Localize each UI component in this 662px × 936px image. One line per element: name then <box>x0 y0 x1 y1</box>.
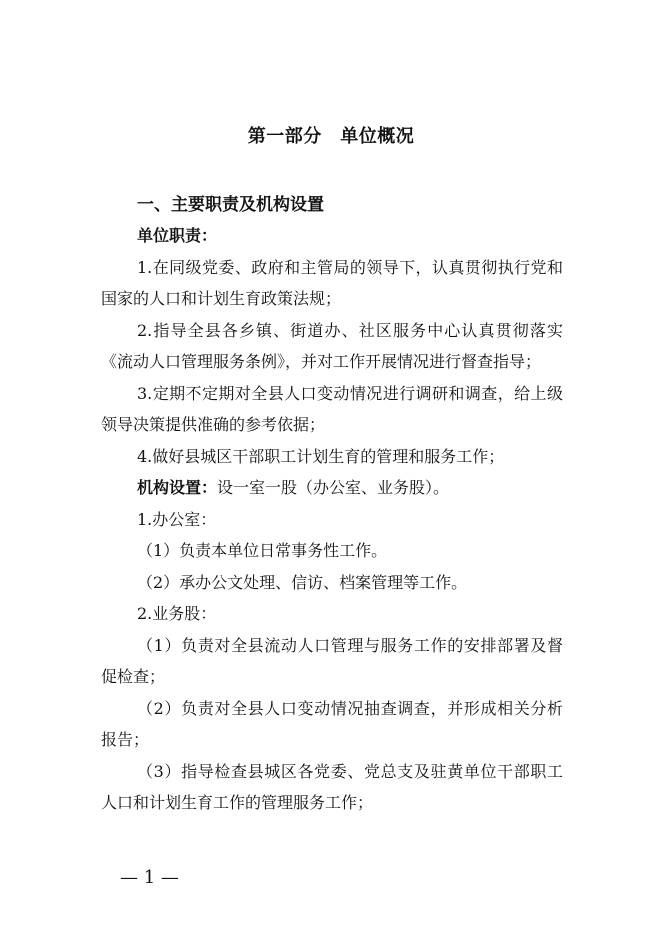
duties-label: 单位职责： <box>137 226 218 245</box>
section-heading: 一、主要职责及机构设置 <box>137 195 324 215</box>
duty-item: 3.定期不定期对全县人口变动情况进行调研和调查，给上级领导决策提供准确的参考依据； <box>101 383 563 434</box>
document-body <box>101 220 563 819</box>
duty-item: 4.做好县城区干部职工计划生育的管理和服务工作； <box>137 446 505 466</box>
office-item: （2）承办公文处理、信访、档案管理等工作。 <box>137 572 468 592</box>
page-number: — 1 — <box>120 867 179 888</box>
organization-label: 机构设置： <box>137 478 218 497</box>
business-item: （1）负责对全县流动人口管理与服务工作的安排部署及督促检查； <box>101 635 563 686</box>
duties-label-paragraph <box>101 220 563 252</box>
page-title: 第一部分 单位概况 <box>247 126 415 147</box>
office-item: （1）负责本单位日常事务性工作。 <box>137 541 388 560</box>
business-heading: 2.业务股： <box>137 604 217 623</box>
business-item: （2）负责对全县人口变动情况抽查调查，并形成相关分析报告； <box>101 698 563 749</box>
organization-paragraph <box>101 472 563 504</box>
duty-item: 2.指导全县各乡镇、街道办、社区服务中心认真贯彻落实《流动人口管理服务条例》，并对工作开展情况进行督查指导； <box>101 320 563 371</box>
duty-item: 1.在同级党委、政府和主管局的领导下，认真贯彻执行党和国家的人口和计划生育政策法规； <box>101 257 563 308</box>
organization-text: 设一室一股（办公室、业务股）。 <box>217 478 450 497</box>
office-heading: 1.办公室： <box>137 509 217 529</box>
business-item: （3）指导检查县城区各党委、党总支及驻黄单位干部职工人口和计划生育工作的管理服务工作； <box>101 761 563 812</box>
